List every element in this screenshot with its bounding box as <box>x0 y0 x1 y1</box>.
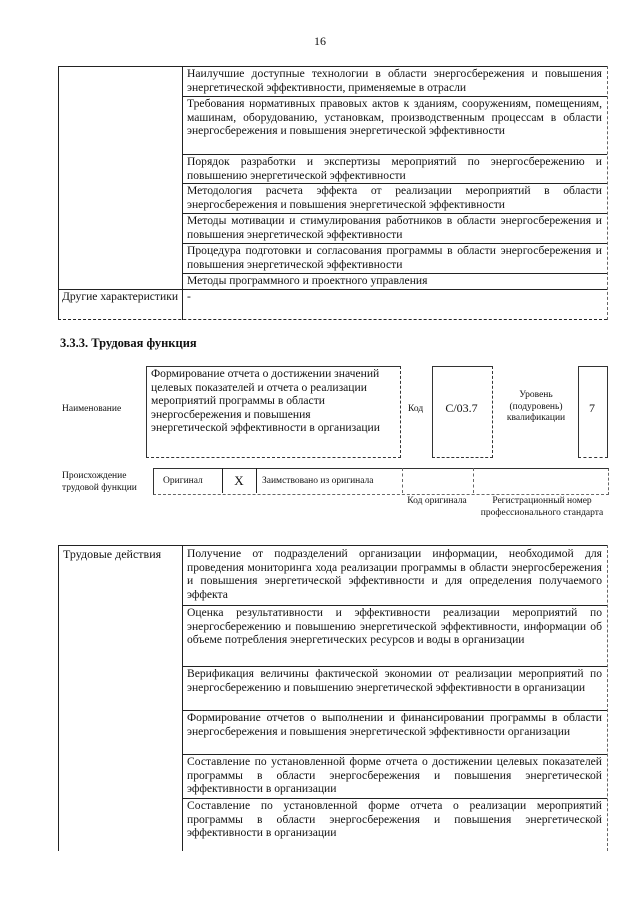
knowledge-row: Процедура подготовки и согласования программы в области энергосбережения и повышения энергетической эффективности <box>187 244 602 271</box>
action-row: Получение от подразделений организации информации, необходимой для проведения мониторинга хода реализации программы в области энергосбережения и повышения энергетической эффективности и для определения получаемого эффекта <box>187 547 602 601</box>
action-row: Составление по установленной форме отчета о реализации мероприятий программы в области энергосбережения и повышения энергетической эффективности в организации <box>187 799 602 840</box>
section-title: 3.3.3. Трудовая функция <box>60 336 197 350</box>
other-characteristics-value: - <box>187 290 191 303</box>
origin-label: Происхождение трудовой функции <box>62 471 137 493</box>
original-option: Оригинал <box>163 476 203 486</box>
name-label: Наименование <box>62 404 122 414</box>
reg-number-caption: Регистрационный номер профессионального стандарта <box>480 496 604 518</box>
knowledge-row: Методы мотивации и стимулирования работников в области энергосбережения и повышения энергетической эффективности <box>187 214 602 241</box>
level-value: 7 <box>589 401 595 415</box>
level-label: Уровень (подуровень) квалификации <box>506 390 566 423</box>
code-label: Код <box>408 404 424 414</box>
other-characteristics-label: Другие характеристики <box>62 290 179 303</box>
action-row: Формирование отчетов о выполнении и финансировании программы в области энергосбережения и повышения энергетической эффективности организации <box>187 711 602 738</box>
action-row: Составление по установленной форме отчета о достижении целевых показателей программы в области энергосбережения и повышения энергетической эффективности в организации <box>187 755 602 796</box>
knowledge-row: Требования нормативных правовых актов к зданиям, сооружениям, помещениям, машинам, оборудованию, установкам, производственным процессам в области энергосбережения и повышения энергетической эффективности <box>187 97 602 138</box>
action-row: Оценка результативности и эффективности реализации мероприятий по энергосбережению и повышению энергетической эффективности, информации об объеме потребления энергетических ресурсов и воды в организации <box>187 606 602 647</box>
function-name: Формирование отчета о достижении значений целевых показателей и отчета о реализации мероприятий программы в области энергосбережения и повышения энергетической эффективности в организации <box>151 367 380 435</box>
function-code: C/03.7 <box>445 401 478 415</box>
knowledge-row: Методология расчета эффекта от реализации мероприятий в области энергосбережения и повышения энергетической эффективности <box>187 184 602 211</box>
original-mark: X <box>234 473 244 488</box>
knowledge-row: Наилучшие доступные технологии в области энергосбережения и повышения энергетической эффективности, применяемые в отрасли <box>187 67 602 94</box>
page-number: 16 <box>314 34 326 48</box>
borrowed-option: Заимствовано из оригинала <box>262 476 374 486</box>
code-original-caption: Код оригинала <box>407 496 467 506</box>
knowledge-row: Методы программного и проектного управления <box>187 274 428 287</box>
action-row: Верификация величины фактической экономии от реализации мероприятий по энергосбережению и повышению энергетической эффективности в организации <box>187 667 602 694</box>
actions-label: Трудовые действия <box>63 547 162 561</box>
knowledge-row: Порядок разработки и экспертизы мероприятий по энергосбережению и повышению энергетической эффективности <box>187 155 602 182</box>
